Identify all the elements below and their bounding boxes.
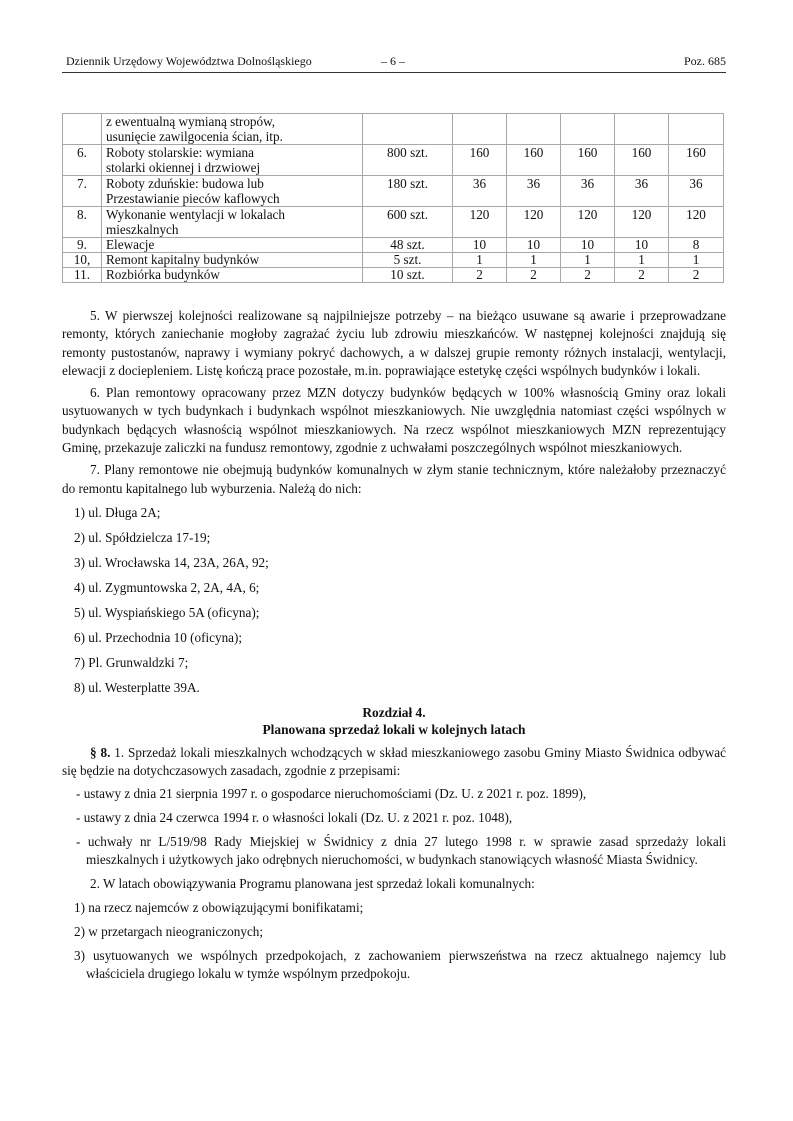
table-row — [63, 176, 724, 207]
year-quantity: 36 — [615, 176, 669, 207]
year-quantity: 2 — [669, 268, 724, 283]
year-quantity — [453, 114, 507, 145]
year-quantity: 1 — [669, 253, 724, 268]
building-item: 8) ul. Westerplatte 39A. — [74, 679, 200, 695]
year-quantity: 36 — [561, 176, 615, 207]
row-number: 11. — [63, 268, 102, 283]
work-description — [102, 114, 363, 145]
chapter-heading — [62, 704, 726, 738]
year-quantity: 10 — [507, 238, 561, 253]
work-description — [102, 207, 363, 238]
sale-modes-list — [62, 899, 726, 983]
work-description — [102, 176, 363, 207]
total-quantity: 5 szt. — [363, 253, 453, 268]
year-quantity: 2 — [507, 268, 561, 283]
total-quantity — [363, 114, 453, 145]
description-line: Roboty zduńskie: budowa lub — [106, 176, 264, 191]
year-quantity: 120 — [507, 207, 561, 238]
table-row — [63, 253, 724, 268]
description-line: stolarki okiennej i drzwiowej — [106, 160, 261, 175]
building-item: 6) ul. Przechodnia 10 (oficyna); — [74, 629, 243, 645]
table-row — [63, 238, 724, 253]
sale-mode-item: 1) na rzecz najemców z obowiązującymi bonifikatami; — [74, 899, 364, 915]
row-number: 10, — [63, 253, 102, 268]
year-quantity: 1 — [507, 253, 561, 268]
building-item: 5) ul. Wyspiańskiego 5A (oficyna); — [74, 604, 260, 620]
year-quantity: 10 — [615, 238, 669, 253]
total-quantity: 48 szt. — [363, 238, 453, 253]
building-item: 2) ul. Spółdzielcza 17-19; — [74, 529, 211, 545]
section-8-paragraph-1 — [62, 744, 726, 781]
year-quantity: 36 — [507, 176, 561, 207]
year-quantity: 120 — [615, 207, 669, 238]
law-item: - uchwały nr L/519/98 Rady Miejskiej w Świdnicy z dnia 27 lutego 1998 r. w sprawie zasad sprzedaży lokali mieszkalnych i użytkowych jako odrębnych nieruchomości, w budynkach stanowiących własność Miasta Świdnicy. — [76, 833, 726, 867]
position-number: Poz. 685 — [684, 54, 726, 68]
paragraph-6: 6. Plan remontowy opracowany przez MZN dotyczy budynków będących w 100% własnością Gminy oraz lokali usytuowanych w tych budynkach i budynkach wspólnot mieszkaniowych. Nie uwzględnia natomiast części wspólnych w budynkach będących własnością wspólnot mieszkaniowych. Na rzecz wspólnot mieszkaniowych MZN reprezentujący Gminę, przekazuje zaliczki na fundusz remontowy, zgodnie z uchwałami poszczególnych wspólnot mieszkaniowych. — [62, 385, 726, 456]
row-number: 6. — [63, 145, 102, 176]
year-quantity: 8 — [669, 238, 724, 253]
year-quantity: 2 — [561, 268, 615, 283]
chapter-number: Rozdział 4. — [362, 704, 426, 720]
year-quantity: 1 — [561, 253, 615, 268]
renovation-works-table — [62, 113, 724, 283]
description-line: Elewacje — [106, 237, 155, 252]
section-8-text: 1. Sprzedaż lokali mieszkalnych wchodzących w skład mieszkaniowego zasobu Gminy Miasto Świdnica odbywać się będzie na dotychczasowych zasadach, zgodnie z przepisami: — [62, 744, 726, 779]
year-quantity — [615, 114, 669, 145]
year-quantity: 10 — [561, 238, 615, 253]
laws-list — [62, 785, 726, 869]
description-line: usunięcie zawilgocenia ścian, itp. — [106, 129, 283, 144]
journal-title: Dziennik Urzędowy Województwa Dolnośląskiego — [66, 54, 312, 68]
year-quantity — [561, 114, 615, 145]
total-quantity: 600 szt. — [363, 207, 453, 238]
work-description — [102, 238, 363, 253]
description-line: Przestawianie pieców kaflowych — [106, 191, 280, 206]
year-quantity: 36 — [453, 176, 507, 207]
building-item: 3) ul. Wrocławska 14, 23A, 26A, 92; — [74, 554, 269, 570]
law-item: - ustawy z dnia 21 sierpnia 1997 r. o gospodarce nieruchomościami (Dz. U. z 2021 r. poz. 1899), — [76, 785, 587, 801]
year-quantity: 1 — [615, 253, 669, 268]
total-quantity: 800 szt. — [363, 145, 453, 176]
section-label: § 8. — [90, 744, 111, 760]
building-item: 4) ul. Zygmuntowska 2, 2A, 4A, 6; — [74, 579, 260, 595]
total-quantity: 10 szt. — [363, 268, 453, 283]
year-quantity: 10 — [453, 238, 507, 253]
year-quantity: 120 — [669, 207, 724, 238]
document-body — [62, 307, 726, 989]
table-row — [63, 114, 724, 145]
year-quantity — [507, 114, 561, 145]
row-number — [63, 114, 102, 145]
year-quantity: 160 — [561, 145, 615, 176]
work-description — [102, 145, 363, 176]
total-quantity: 180 szt. — [363, 176, 453, 207]
year-quantity: 2 — [615, 268, 669, 283]
section-8-paragraph-2: 2. W latach obowiązywania Programu planowana jest sprzedaż lokali komunalnych: — [90, 875, 535, 891]
description-line: z ewentualną wymianą stropów, — [106, 114, 276, 129]
year-quantity: 2 — [453, 268, 507, 283]
description-line: Remont kapitalny budynków — [106, 252, 260, 267]
year-quantity: 160 — [507, 145, 561, 176]
table-row — [63, 268, 724, 283]
paragraph-7: 7. Plany remontowe nie obejmują budynków komunalnych w złym stanie technicznym, które należałoby przeznaczyć do remontu kapitalnego lub wyburzenia. Należą do nich: — [62, 462, 726, 496]
year-quantity: 120 — [561, 207, 615, 238]
law-item: - ustawy z dnia 24 czerwca 1994 r. o własności lokali (Dz. U. z 2021 r. poz. 1048), — [76, 809, 513, 825]
year-quantity: 160 — [453, 145, 507, 176]
work-description — [102, 268, 363, 283]
year-quantity: 1 — [453, 253, 507, 268]
buildings-list — [62, 504, 726, 697]
year-quantity: 36 — [669, 176, 724, 207]
sale-mode-item: 3) usytuowanych we wspólnych przedpokojach, z zachowaniem pierwszeństwa na rzecz aktualnego najemcy lub właściciela drugiego lokalu w tymże wspólnym przedpokoju. — [74, 947, 726, 981]
row-number: 8. — [63, 207, 102, 238]
description-line: mieszkalnych — [106, 222, 179, 237]
description-line: Rozbiórka budynków — [106, 267, 220, 282]
row-number: 9. — [63, 238, 102, 253]
building-item: 7) Pl. Grunwaldzki 7; — [74, 654, 189, 670]
building-item: 1) ul. Długa 2A; — [74, 504, 161, 520]
description-line: Wykonanie wentylacji w lokalach — [106, 207, 286, 222]
sale-mode-item: 2) w przetargach nieograniczonych; — [74, 923, 264, 939]
table-row — [63, 207, 724, 238]
chapter-title: Planowana sprzedaż lokali w kolejnych latach — [262, 721, 526, 737]
paragraph-5: 5. W pierwszej kolejności realizowane są najpilniejsze potrzeby – na bieżąco usuwane są awarie i przeprowadzane remonty, których zaniechanie mogłoby zagrażać życiu lub zdrowiu mieszkańców. W następnej kolejności znajdują się remonty pustostanów, naprawy i wymiany pokryć dachowych, a w dalszej grupie remonty różnych instalacji, wentylacji, elewacji z dociepleniem. Listę kończą prace pozostałe, m.in. poprawiające estetykę części wspólnych budynków i lokali. — [62, 308, 726, 378]
page-header — [66, 51, 726, 73]
row-number: 7. — [63, 176, 102, 207]
year-quantity: 160 — [669, 145, 724, 176]
year-quantity: 160 — [615, 145, 669, 176]
table-row — [63, 145, 724, 176]
description-line: Roboty stolarskie: wymiana — [106, 145, 254, 160]
header-divider — [62, 72, 726, 73]
page-number: – 6 – — [381, 54, 405, 68]
work-description — [102, 253, 363, 268]
year-quantity: 120 — [453, 207, 507, 238]
year-quantity — [669, 114, 724, 145]
